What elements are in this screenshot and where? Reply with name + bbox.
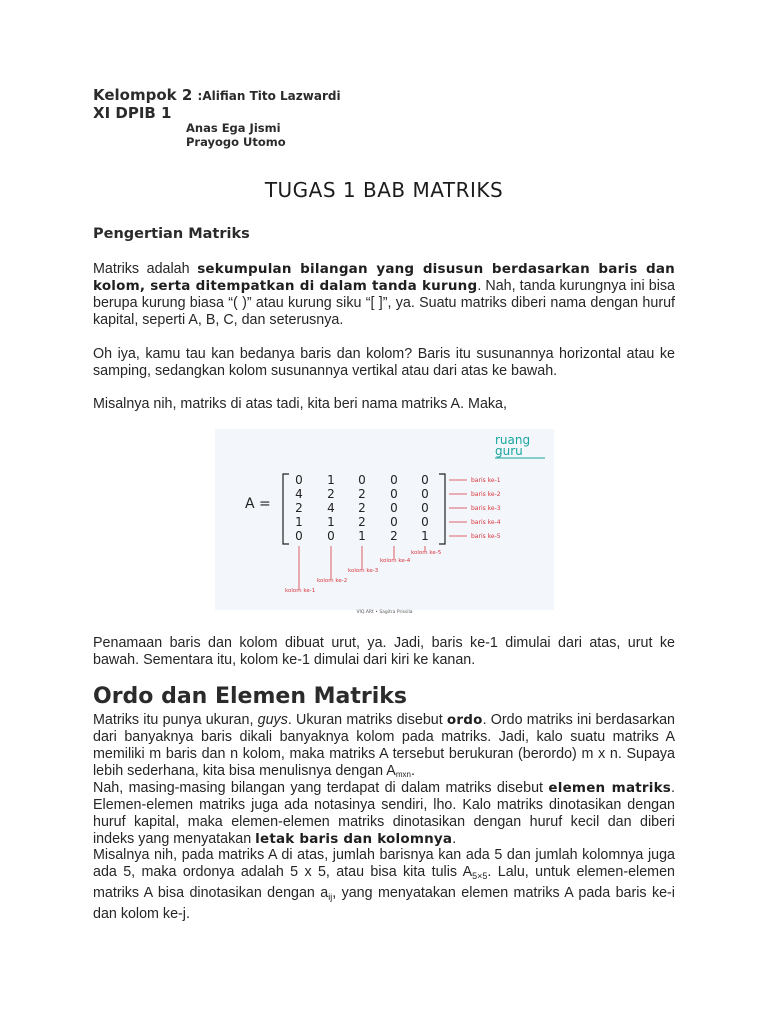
paragraph: Misalnya nih, matriks di atas tadi, kita beri nama matriks A. Maka, [93, 396, 507, 412]
logo-text: ruang [495, 433, 531, 447]
matrix-cells [295, 473, 429, 543]
member-name: Alifian Tito Lazwardi [202, 89, 341, 103]
matrix-cell: 4 [327, 501, 335, 515]
matrix-diagram [215, 429, 554, 610]
matrix-cell: 0 [390, 501, 398, 515]
row-label: baris ke-1 [471, 477, 501, 484]
matrix-cell: 2 [358, 515, 366, 529]
col-markers [285, 546, 442, 594]
text: . Elemen-elemen matriks juga ada notasinya sendiri, lho. Kalo matriks dinotasikan dengan huruf kapital, maka elemen-elemen matriks dinotasikan dengan huruf kecil dan diberi indeks yang menyatakan [93, 780, 675, 847]
matrix-cell: 2 [295, 501, 303, 515]
matrix-cell: 2 [327, 487, 335, 501]
matrix-cell: 1 [327, 515, 335, 529]
col-label: kolom ke-2 [317, 578, 348, 584]
col-label: kolom ke-4 [380, 558, 411, 564]
text: Matriks adalah [93, 261, 198, 277]
matrix-cell: 0 [358, 473, 366, 487]
col-label: kolom ke-1 [285, 588, 316, 594]
left-bracket [283, 474, 289, 544]
text: Misalnya nih, pada matriks A di atas, jumlah barisnya kan ada 5 dan jumlah kolomnya juga ada 5, maka ordonya adalah 5 x 5, atau bisa kita tulis A [93, 847, 675, 880]
matrix-cell: 0 [421, 487, 429, 501]
matrix-cell: 0 [295, 529, 303, 543]
matrix-cell: 1 [421, 529, 429, 543]
text: . [452, 831, 457, 847]
matrix-cell: 0 [390, 473, 398, 487]
matrix-cell: 1 [358, 529, 366, 543]
text: . Ordo matriks ini berdasarkan dari banyaknya baris dikali banyaknya kolom pada matriks. Jadi, kalo suatu matriks A memiliki m baris dan n kolom, maka matriks A tersebut berukuran (berordo) m x n. Supaya lebih sederhana, kita bisa menulisnya dengan A [93, 712, 676, 779]
matrix-cell: 0 [390, 515, 398, 529]
row-label: baris ke-3 [471, 505, 501, 512]
section-heading: Pengertian Matriks [93, 226, 250, 242]
paragraph [93, 780, 675, 848]
matrix-cell: 1 [327, 473, 335, 487]
text: . Ukuran matriks disebut [287, 712, 447, 728]
text: . Lalu, untuk elemen-elemen matriks A bisa dinotasikan dengan a [93, 864, 675, 901]
paragraph [93, 712, 675, 783]
text: Matriks itu punya ukuran, [93, 712, 258, 728]
bold-text: ordo [446, 712, 483, 728]
matrix-cell: 0 [295, 473, 303, 487]
bold-text: sekumpulan bilangan yang disusun berdasarkan baris dan kolom, serta ditempatkan di dalam tanda kurung [93, 261, 675, 294]
matrix-cell: 0 [327, 529, 335, 543]
group-label: Kelompok 2 [93, 86, 193, 104]
row-label: baris ke-4 [471, 519, 501, 526]
right-bracket [439, 474, 445, 544]
matrix-cell: 2 [358, 501, 366, 515]
group-line [93, 86, 341, 104]
group-separator: : [197, 89, 203, 103]
matrix-cell: 4 [295, 487, 303, 501]
subscript: mxn [395, 770, 411, 779]
matrix-cell: 0 [421, 473, 429, 487]
italic-text: guys [257, 712, 288, 728]
text: . [410, 763, 415, 779]
matrix-name: A = [245, 496, 271, 512]
text: , yang menyatakan elemen matriks A pada baris ke-i dan kolom ke-j. [93, 885, 675, 922]
row-label: baris ke-2 [471, 491, 501, 498]
text: Nah, masing-masing bilangan yang terdapat di dalam matriks disebut [93, 780, 549, 796]
matrix-cell: 2 [390, 529, 398, 543]
paragraph: Oh iya, kamu tau kan bedanya baris dan kolom? Baris itu susunannya horizontal atau ke samping, sedangkan kolom susunannya vertikal atau dari atas ke bawah. [93, 346, 675, 379]
row-label: baris ke-5 [471, 533, 501, 540]
text: . Nah, tanda kurungnya ini bisa berupa kurung biasa “( )” atau kurung siku “[ ]”, ya. Suatu matriks diberi nama dengan huruf kapital, seperti A, B, C, dan seterusnya. [93, 278, 676, 328]
matrix-cell: 0 [390, 487, 398, 501]
matrix-cell: 0 [421, 501, 429, 515]
bold-text: letak baris dan kolomnya [255, 831, 453, 847]
subscript: ij [328, 892, 333, 902]
paragraph: Penamaan baris dan kolom dibuat urut, ya. Jadi, baris ke-1 dimulai dari atas, urut ke bawah. Sementara itu, kolom ke-1 dimulai dari kiri ke kanan. [93, 635, 675, 668]
matrix-cell: 2 [358, 487, 366, 501]
member-name: Anas Ega Jismi [186, 121, 281, 135]
col-label: kolom ke-5 [411, 550, 442, 556]
matrix-figure [215, 429, 554, 610]
col-label: kolom ke-3 [348, 568, 379, 574]
document-title: TUGAS 1 BAB MATRIKS [264, 178, 504, 202]
member-name: Prayogo Utomo [186, 135, 286, 149]
paragraph [93, 261, 675, 329]
figure-caption: VIQ.ARt • Sagitra Prissila [356, 610, 413, 615]
bold-text: elemen matriks [548, 780, 672, 796]
matrix-cell: 1 [295, 515, 303, 529]
section-heading: Ordo dan Elemen Matriks [93, 684, 408, 709]
class-name: XI DPIB 1 [93, 104, 172, 122]
paragraph [93, 847, 675, 923]
logo-text: guru [495, 444, 523, 458]
subscript: 5×5 [472, 871, 488, 881]
row-markers [449, 477, 501, 540]
matrix-cell: 0 [421, 515, 429, 529]
